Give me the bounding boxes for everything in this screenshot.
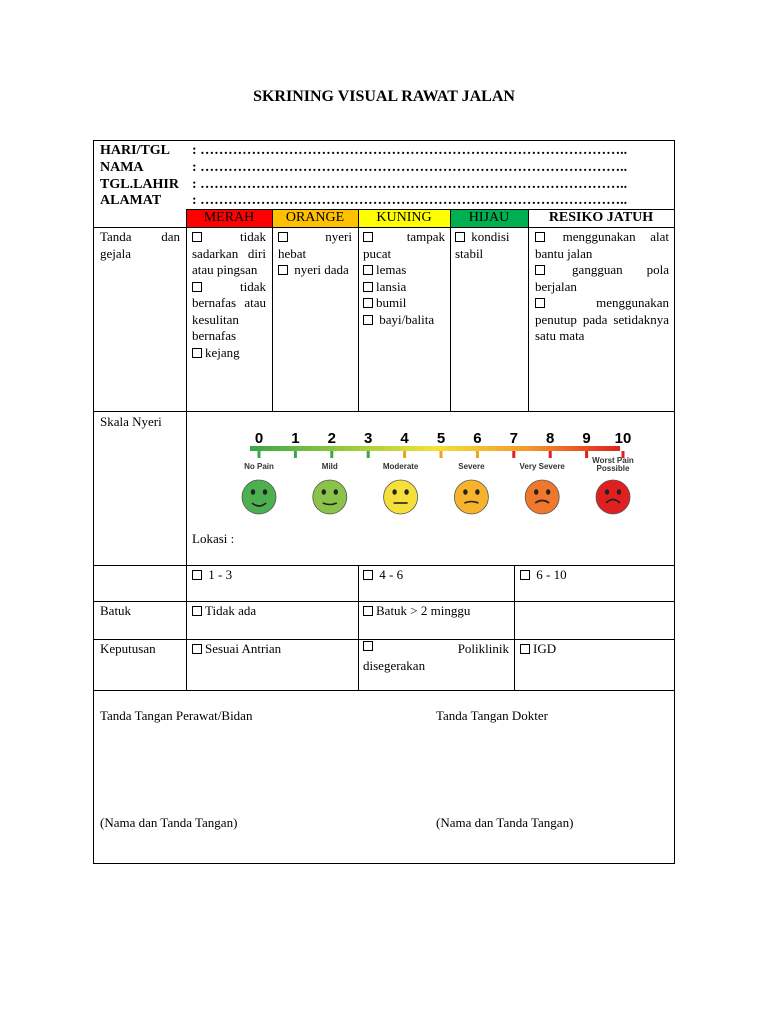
checkbox-icon[interactable] bbox=[192, 570, 202, 580]
face-label-0: No Pain bbox=[244, 462, 274, 471]
signature-nurse-title: Tanda Tangan Perawat/Bidan bbox=[100, 708, 253, 723]
checkbox-icon[interactable] bbox=[535, 265, 545, 275]
option-nyeri-hebat[interactable]: nyeri hebat bbox=[278, 229, 352, 261]
scale-number-5: 5 bbox=[436, 430, 446, 447]
option-range-1-3[interactable]: 1 - 3 bbox=[192, 567, 232, 584]
option-gangguan-pola[interactable]: gangguan pola berjalan bbox=[535, 262, 670, 294]
face-label-5: Worst Pain bbox=[592, 456, 634, 465]
scale-number-10: 10 bbox=[614, 430, 632, 447]
option-alat-bantu-jalan[interactable]: menggunakan alat bantu jalan bbox=[535, 229, 669, 261]
label-alamat: ALAMAT bbox=[100, 193, 162, 208]
field-tgl-lahir[interactable]: : ……………………………………………………………………………….. bbox=[192, 177, 628, 192]
scale-number-0: 0 bbox=[254, 430, 264, 447]
category-merah-label: MERAH bbox=[203, 210, 255, 225]
scale-tick bbox=[476, 451, 479, 458]
row-label-keputusan: Keputusan bbox=[100, 641, 156, 656]
checkbox-icon[interactable] bbox=[278, 232, 288, 242]
label-hari-tgl: HARI/TGL bbox=[100, 143, 171, 158]
scale-tick bbox=[512, 451, 515, 458]
scale-number-2: 2 bbox=[327, 430, 336, 447]
cell-orange bbox=[278, 229, 352, 279]
option-tidak-bernafas[interactable]: tidak bernafas atau kesulitan bernafas bbox=[192, 278, 266, 343]
poliklinik-label-1: Poliklinik bbox=[457, 641, 509, 656]
row-label-tanda-gejala: Tanda dan gejala bbox=[100, 229, 180, 261]
pain-scale-image bbox=[224, 425, 654, 521]
category-merah bbox=[186, 209, 272, 227]
option-batuk-2-minggu[interactable]: Batuk > 2 minggu bbox=[363, 603, 470, 620]
option-nyeri-dada[interactable]: nyeri dada bbox=[278, 262, 352, 279]
scale-tick bbox=[367, 451, 370, 458]
checkbox-icon[interactable] bbox=[192, 282, 202, 292]
scale-number-8: 8 bbox=[546, 430, 555, 447]
option-range-4-6[interactable]: 4 - 6 bbox=[363, 567, 403, 584]
poliklinik-label-2: disegerakan bbox=[363, 657, 426, 673]
category-kuning bbox=[358, 209, 450, 227]
scale-number-1: 1 bbox=[291, 430, 300, 447]
category-kuning-label: KUNING bbox=[376, 210, 432, 225]
face-label-5: Possible bbox=[596, 464, 630, 473]
signature-doctor-name: (Nama dan Tanda Tangan) bbox=[436, 815, 574, 830]
pain-face-icon bbox=[454, 480, 488, 514]
face-label-3: Severe bbox=[458, 462, 485, 471]
option-range-6-10[interactable]: 6 - 10 bbox=[520, 567, 567, 584]
checkbox-icon[interactable] bbox=[192, 232, 202, 242]
row-label-batuk: Batuk bbox=[100, 603, 132, 618]
location-label: Lokasi : bbox=[192, 531, 235, 546]
category-hijau bbox=[450, 209, 528, 227]
checkbox-icon[interactable] bbox=[192, 606, 202, 616]
option-lansia[interactable]: lansia bbox=[363, 279, 445, 296]
pain-face-icon bbox=[596, 480, 630, 514]
scale-tick bbox=[294, 451, 297, 458]
option-kejang[interactable]: kejang bbox=[192, 345, 266, 362]
option-bayi-balita[interactable]: bayi/balita bbox=[363, 312, 445, 329]
scale-number-9: 9 bbox=[582, 430, 591, 447]
checkbox-icon[interactable] bbox=[363, 570, 373, 580]
page-title: SKRINING VISUAL RAWAT JALAN bbox=[253, 88, 515, 105]
checkbox-icon[interactable] bbox=[192, 644, 202, 654]
checkbox-icon[interactable] bbox=[520, 570, 530, 580]
checkbox-icon[interactable] bbox=[520, 644, 530, 654]
pain-face-icon bbox=[242, 480, 276, 514]
category-orange bbox=[272, 209, 358, 227]
face-label-1: Mild bbox=[321, 462, 338, 471]
checkbox-icon[interactable] bbox=[363, 232, 373, 242]
scale-number-4: 4 bbox=[400, 430, 409, 447]
category-orange-label: ORANGE bbox=[285, 210, 345, 225]
option-kondisi-stabil[interactable]: kondisi stabil bbox=[455, 229, 510, 261]
checkbox-icon[interactable] bbox=[363, 282, 373, 292]
option-igd[interactable]: IGD bbox=[520, 641, 556, 658]
category-resiko-label: RESIKO JATUH bbox=[548, 210, 654, 225]
scale-tick bbox=[585, 451, 588, 458]
checkbox-icon[interactable] bbox=[363, 315, 373, 325]
checkbox-icon[interactable] bbox=[455, 232, 465, 242]
checkbox-icon[interactable] bbox=[363, 606, 373, 616]
option-penutup-mata[interactable]: menggunakan penutup pada setidaknya satu mata bbox=[535, 295, 669, 343]
cell-resiko-jatuh bbox=[535, 229, 669, 345]
checkbox-icon[interactable] bbox=[535, 298, 545, 308]
scale-tick bbox=[403, 451, 406, 458]
cell-merah bbox=[192, 229, 266, 361]
label-tgl-lahir: TGL.LAHIR bbox=[100, 177, 179, 192]
face-label-4: Very Severe bbox=[519, 462, 565, 471]
scale-number-7: 7 bbox=[509, 430, 518, 447]
field-nama[interactable]: : ……………………………………………………………………………….. bbox=[192, 160, 628, 175]
field-hari-tgl[interactable]: : ……………………………………………………………………………….. bbox=[192, 143, 628, 158]
scale-number-6: 6 bbox=[473, 430, 482, 447]
cell-hijau bbox=[455, 229, 525, 262]
label-nama: NAMA bbox=[100, 160, 144, 175]
signature-nurse-name: (Nama dan Tanda Tangan) bbox=[100, 815, 238, 830]
checkbox-icon[interactable] bbox=[363, 265, 373, 275]
field-alamat[interactable]: : ……………………………………………………………………………….. bbox=[192, 193, 628, 208]
option-tidak-sadarkan[interactable]: tidak sadarkan diri atau pingsan bbox=[192, 229, 266, 277]
signature-doctor-title: Tanda Tangan Dokter bbox=[436, 708, 549, 723]
category-hijau-label: HIJAU bbox=[468, 210, 510, 225]
option-sesuai-antrian[interactable]: Sesuai Antrian bbox=[192, 641, 281, 658]
scale-number-3: 3 bbox=[364, 430, 373, 447]
pain-face-icon bbox=[525, 480, 559, 514]
scale-tick bbox=[549, 451, 552, 458]
scale-tick bbox=[440, 451, 443, 458]
option-tampak-pucat[interactable]: tampak pucat bbox=[363, 229, 445, 261]
cell-kuning bbox=[363, 229, 445, 328]
checkbox-icon[interactable] bbox=[535, 232, 545, 242]
checkbox-icon[interactable] bbox=[363, 641, 373, 651]
option-bumil[interactable]: bumil bbox=[363, 295, 445, 312]
option-lemas[interactable]: lemas bbox=[363, 262, 445, 279]
screening-form bbox=[93, 140, 675, 864]
checkbox-icon[interactable] bbox=[278, 265, 288, 275]
checkbox-icon[interactable] bbox=[192, 348, 202, 358]
face-label-2: Moderate bbox=[382, 462, 419, 471]
option-poliklinik[interactable] bbox=[363, 641, 509, 674]
option-tidak-ada[interactable]: Tidak ada bbox=[192, 603, 256, 620]
row-label-skala-nyeri: Skala Nyeri bbox=[100, 414, 162, 429]
scale-tick bbox=[258, 451, 261, 458]
scale-tick bbox=[330, 451, 333, 458]
checkbox-icon[interactable] bbox=[363, 298, 373, 308]
pain-face-icon bbox=[313, 480, 347, 514]
category-resiko-jatuh bbox=[528, 209, 674, 227]
pain-face-icon bbox=[384, 480, 418, 514]
